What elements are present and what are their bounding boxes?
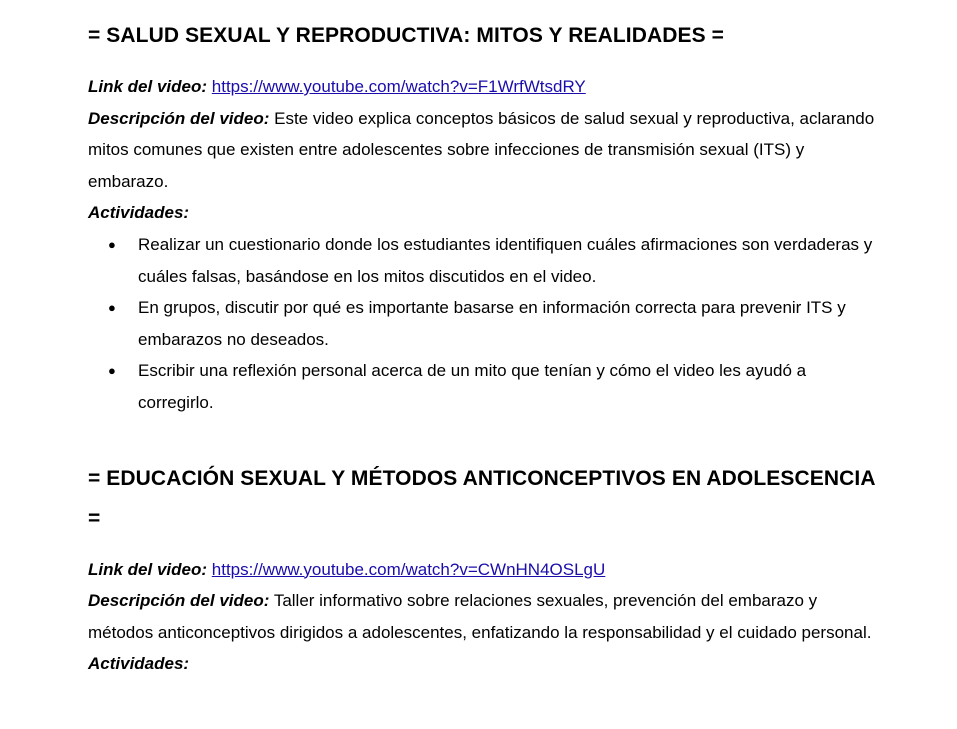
- section-title: = EDUCACIÓN SEXUAL Y MÉTODOS ANTICONCEPTIVOS EN ADOLESCENCIA =: [88, 466, 875, 530]
- activities-list: [88, 229, 878, 419]
- video-link[interactable]: https://www.youtube.com/watch?v=F1WrfWtsdRY: [211, 77, 586, 96]
- activity-item: [88, 355, 878, 418]
- activity-text: Realizar un cuestionario donde los estudiantes identifiquen cuáles afirmaciones son verdaderas y cuáles falsas, basándose en los mitos discutidos en el video.: [138, 234, 873, 286]
- bullet-icon: ●: [108, 363, 116, 379]
- bullet-icon: ●: [108, 236, 116, 252]
- description-text: Taller informativo sobre relaciones sexuales, prevención del embarazo y métodos anticonceptivos dirigidos a adolescentes, enfatizando la responsabilidad y el cuidado personal.: [88, 591, 872, 642]
- link-label: Link del video:: [88, 559, 208, 579]
- video-description: [88, 585, 878, 648]
- video-link-line: [88, 71, 878, 103]
- video-link-line: [88, 554, 878, 586]
- activity-item: [88, 292, 878, 355]
- description-label: Descripción del video:: [88, 108, 270, 128]
- bullet-icon: ●: [108, 300, 116, 316]
- activity-text: En grupos, discutir por qué es importante basarse en información correcta para prevenir ITS y embarazos no deseados.: [138, 298, 846, 349]
- video-description: [88, 103, 878, 198]
- video-section-2: [88, 459, 878, 680]
- activities-label: Actividades:: [88, 203, 190, 223]
- activity-item: [88, 229, 878, 292]
- video-section-1: [88, 16, 878, 419]
- link-label: Link del video:: [88, 77, 208, 96]
- description-label: Descripción del video:: [88, 591, 270, 611]
- section-title: = SALUD SEXUAL Y REPRODUCTIVA: MITOS Y REALIDADES =: [88, 24, 725, 47]
- video-link[interactable]: https://www.youtube.com/watch?v=CWnHN4OSLgU: [211, 559, 606, 579]
- activity-text: Escribir una reflexión personal acerca de un mito que tenían y cómo el video les ayudó a corregirlo.: [138, 361, 807, 412]
- document-content: [88, 16, 878, 680]
- description-text: Este video explica conceptos básicos de salud sexual y reproductiva, aclarando mitos comunes que existen entre adolescentes sobre infecciones de transmisión sexual (ITS) y embarazo.: [88, 108, 875, 191]
- activities-label: Actividades:: [88, 654, 190, 674]
